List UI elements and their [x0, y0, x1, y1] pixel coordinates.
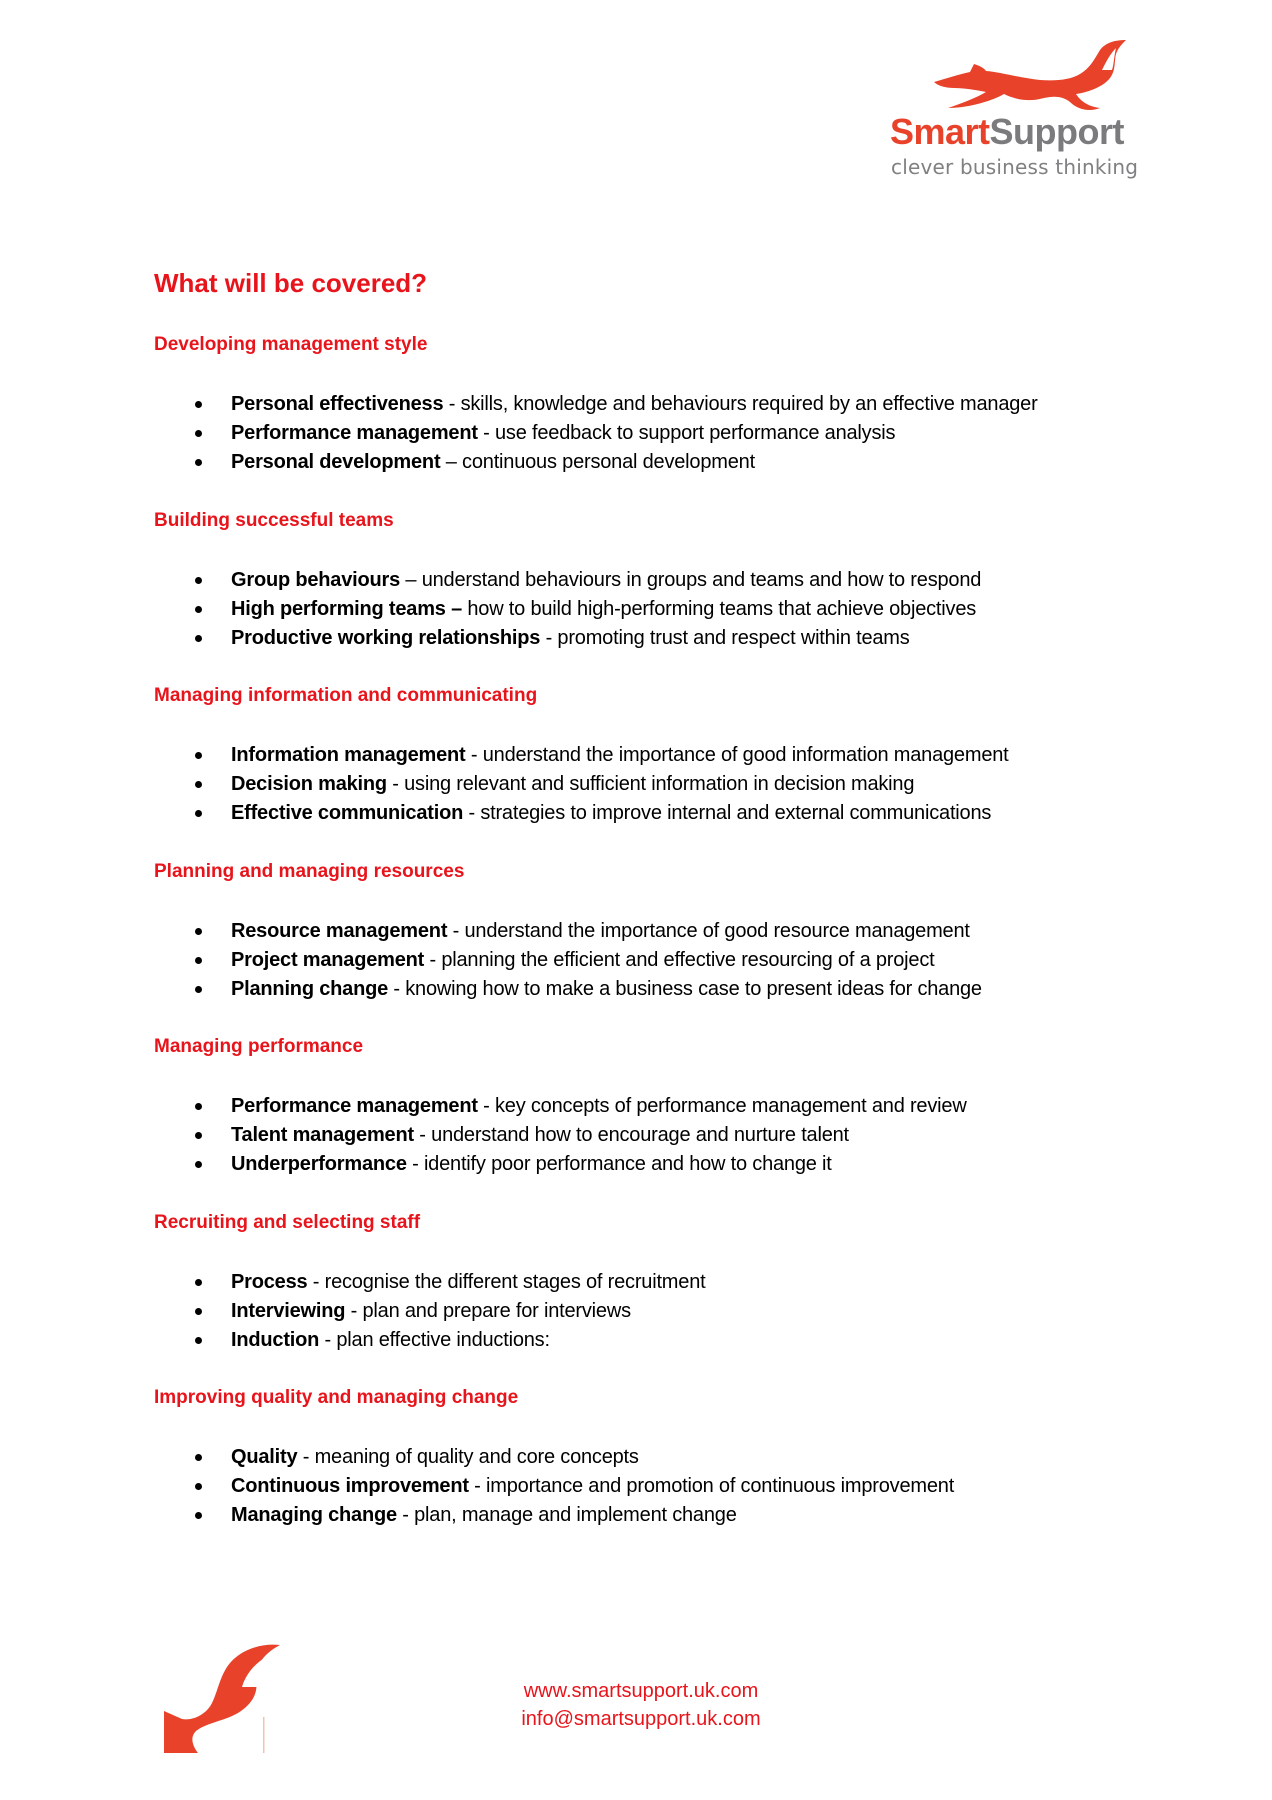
brand-name-smart: Smart [890, 111, 990, 152]
item-separator: - [477, 1095, 495, 1117]
bullet-list [154, 741, 1154, 828]
bullet-icon [195, 401, 202, 408]
item-separator: - [307, 1270, 325, 1293]
list-item [154, 1443, 1154, 1472]
running-fox-icon [930, 38, 1130, 116]
item-description: plan, manage and implement change [414, 1504, 737, 1526]
list-item [154, 799, 1154, 828]
bullet-list [154, 1443, 1154, 1530]
item-description: how to build high-performing teams that achieve objectives [467, 597, 977, 620]
bullet-icon [195, 1103, 202, 1110]
section [154, 1210, 1154, 1386]
section-heading: Improving quality and managing change [154, 1387, 519, 1408]
section [154, 683, 1154, 859]
list-item [154, 770, 1154, 799]
bullet-icon [195, 1483, 202, 1490]
course-sections [154, 332, 1154, 1561]
brand-tagline: clever business thinking [891, 155, 1139, 179]
bullet-icon [195, 635, 202, 642]
item-term: Performance management [231, 422, 478, 444]
bullet-icon [195, 606, 202, 613]
page-title: What will be covered? [154, 268, 428, 298]
item-separator: - [297, 1446, 315, 1468]
bullet-icon [195, 1308, 202, 1315]
list-item [154, 566, 1154, 595]
bullet-icon [195, 752, 202, 759]
bullet-list [154, 566, 1154, 653]
item-term: Managing change [231, 1504, 397, 1526]
list-item [154, 390, 1154, 419]
item-term: Personal effectiveness [231, 393, 444, 415]
list-item [154, 1472, 1154, 1501]
item-separator: - [468, 1475, 487, 1497]
item-separator: - [345, 1299, 363, 1322]
item-description: strategies to improve internal and external communications [480, 802, 992, 824]
item-description: importance and promotion of continuous improvement [486, 1475, 955, 1497]
item-description: understand how to encourage and nurture talent [431, 1124, 849, 1146]
section-heading: Developing management style [154, 334, 428, 355]
item-description: recognise the different stages of recruitment [324, 1270, 706, 1293]
footer-contact [0, 1677, 1272, 1733]
section-heading: Managing information and communicating [154, 685, 538, 706]
item-separator: - [388, 977, 406, 1000]
bullet-icon [195, 1279, 202, 1286]
item-separator: - [413, 1124, 432, 1146]
list-item [154, 448, 1154, 477]
section-heading: Recruiting and selecting staff [154, 1211, 421, 1233]
list-item [154, 975, 1154, 1004]
item-term: Performance management [231, 1095, 478, 1117]
item-separator: - [386, 773, 405, 795]
item-term: Productive working relationships [231, 626, 541, 649]
bullet-icon [195, 781, 202, 788]
item-description: understand the importance of good resource management [464, 919, 970, 942]
list-item [154, 946, 1154, 975]
item-term: Talent management [231, 1124, 414, 1146]
bullet-icon [195, 459, 202, 466]
item-separator: - [540, 626, 558, 649]
item-separator: – [440, 451, 463, 473]
item-description: knowing how to make a business case to present ideas for change [405, 977, 982, 1000]
item-term: Underperformance [231, 1153, 407, 1175]
email-link[interactable]: info@smartsupport.uk.com [521, 1708, 761, 1730]
item-term: Interviewing [231, 1299, 346, 1322]
item-description: meaning of quality and core concepts [314, 1446, 639, 1468]
list-item [154, 1092, 1154, 1121]
section [154, 508, 1154, 684]
bullet-icon [195, 957, 202, 964]
list-item [154, 1326, 1154, 1355]
item-separator: - [406, 1153, 424, 1175]
item-separator: - [477, 422, 495, 444]
item-separator: - [443, 393, 461, 415]
list-item [154, 1297, 1154, 1326]
brand-wordmark [890, 112, 1124, 152]
item-term: Quality [231, 1446, 298, 1468]
item-term: Resource management [231, 919, 448, 942]
section [154, 1034, 1154, 1210]
bullet-icon [195, 1454, 202, 1461]
bullet-icon [195, 1161, 202, 1168]
list-item [154, 917, 1154, 946]
bullet-list [154, 917, 1154, 1004]
item-separator: - [463, 802, 481, 824]
section [154, 859, 1154, 1035]
item-term: High performing teams [231, 597, 446, 620]
item-separator: – [400, 568, 422, 591]
item-separator: - [396, 1504, 415, 1526]
bullet-list [154, 1092, 1154, 1179]
smartsupport-logo [890, 38, 1150, 188]
item-term: Planning change [231, 977, 389, 1000]
list-item [154, 1268, 1154, 1297]
bullet-icon [195, 986, 202, 993]
item-description: promoting trust and respect within teams [557, 626, 910, 649]
list-item [154, 624, 1154, 653]
item-separator: - [465, 744, 483, 766]
bullet-icon [195, 928, 202, 935]
item-term: Group behaviours [231, 568, 401, 591]
item-term: Process [231, 1270, 308, 1293]
brand-name-support: Support [989, 111, 1125, 152]
section-heading: Building successful teams [154, 509, 394, 531]
item-term: Decision making [231, 773, 387, 795]
item-description: planning the efficient and effective resourcing of a project [441, 948, 935, 971]
item-separator: - [447, 919, 465, 942]
item-description: key concepts of performance management and review [495, 1095, 967, 1117]
section [154, 332, 1154, 508]
bullet-list [154, 1268, 1154, 1355]
item-description: using relevant and sufficient information in decision making [404, 773, 915, 795]
item-separator: - [319, 1328, 337, 1351]
bullet-icon [195, 810, 202, 817]
item-description: understand behaviours in groups and teams and how to respond [421, 568, 982, 591]
list-item [154, 595, 1154, 624]
bullet-list [154, 390, 1154, 477]
bullet-icon [195, 430, 202, 437]
bullet-icon [195, 577, 202, 584]
item-separator: – [445, 597, 468, 620]
item-description: identify poor performance and how to change it [423, 1153, 832, 1175]
item-term: Effective communication [231, 802, 464, 824]
list-item [154, 741, 1154, 770]
item-description: plan effective inductions: [336, 1328, 550, 1351]
section [154, 1385, 1154, 1561]
item-separator: - [424, 948, 442, 971]
item-description: skills, knowledge and behaviours required by an effective manager [460, 393, 1038, 415]
item-term: Continuous improvement [231, 1475, 469, 1497]
item-description: use feedback to support performance analysis [495, 422, 896, 444]
list-item [154, 1501, 1154, 1530]
item-term: Personal development [231, 451, 441, 473]
section-heading: Managing performance [154, 1036, 364, 1057]
item-description: continuous personal development [462, 451, 755, 473]
bullet-icon [195, 1512, 202, 1519]
item-description: plan and prepare for interviews [362, 1299, 631, 1322]
list-item [154, 1121, 1154, 1150]
list-item [154, 1150, 1154, 1179]
list-item [154, 419, 1154, 448]
website-link[interactable]: www.smartsupport.uk.com [523, 1680, 759, 1702]
item-term: Project management [231, 948, 425, 971]
item-term: Information management [231, 744, 466, 766]
bullet-icon [195, 1337, 202, 1344]
item-term: Induction [231, 1328, 320, 1351]
bullet-icon [195, 1132, 202, 1139]
item-description: understand the importance of good information management [482, 744, 1009, 766]
section-heading: Planning and managing resources [154, 860, 465, 882]
